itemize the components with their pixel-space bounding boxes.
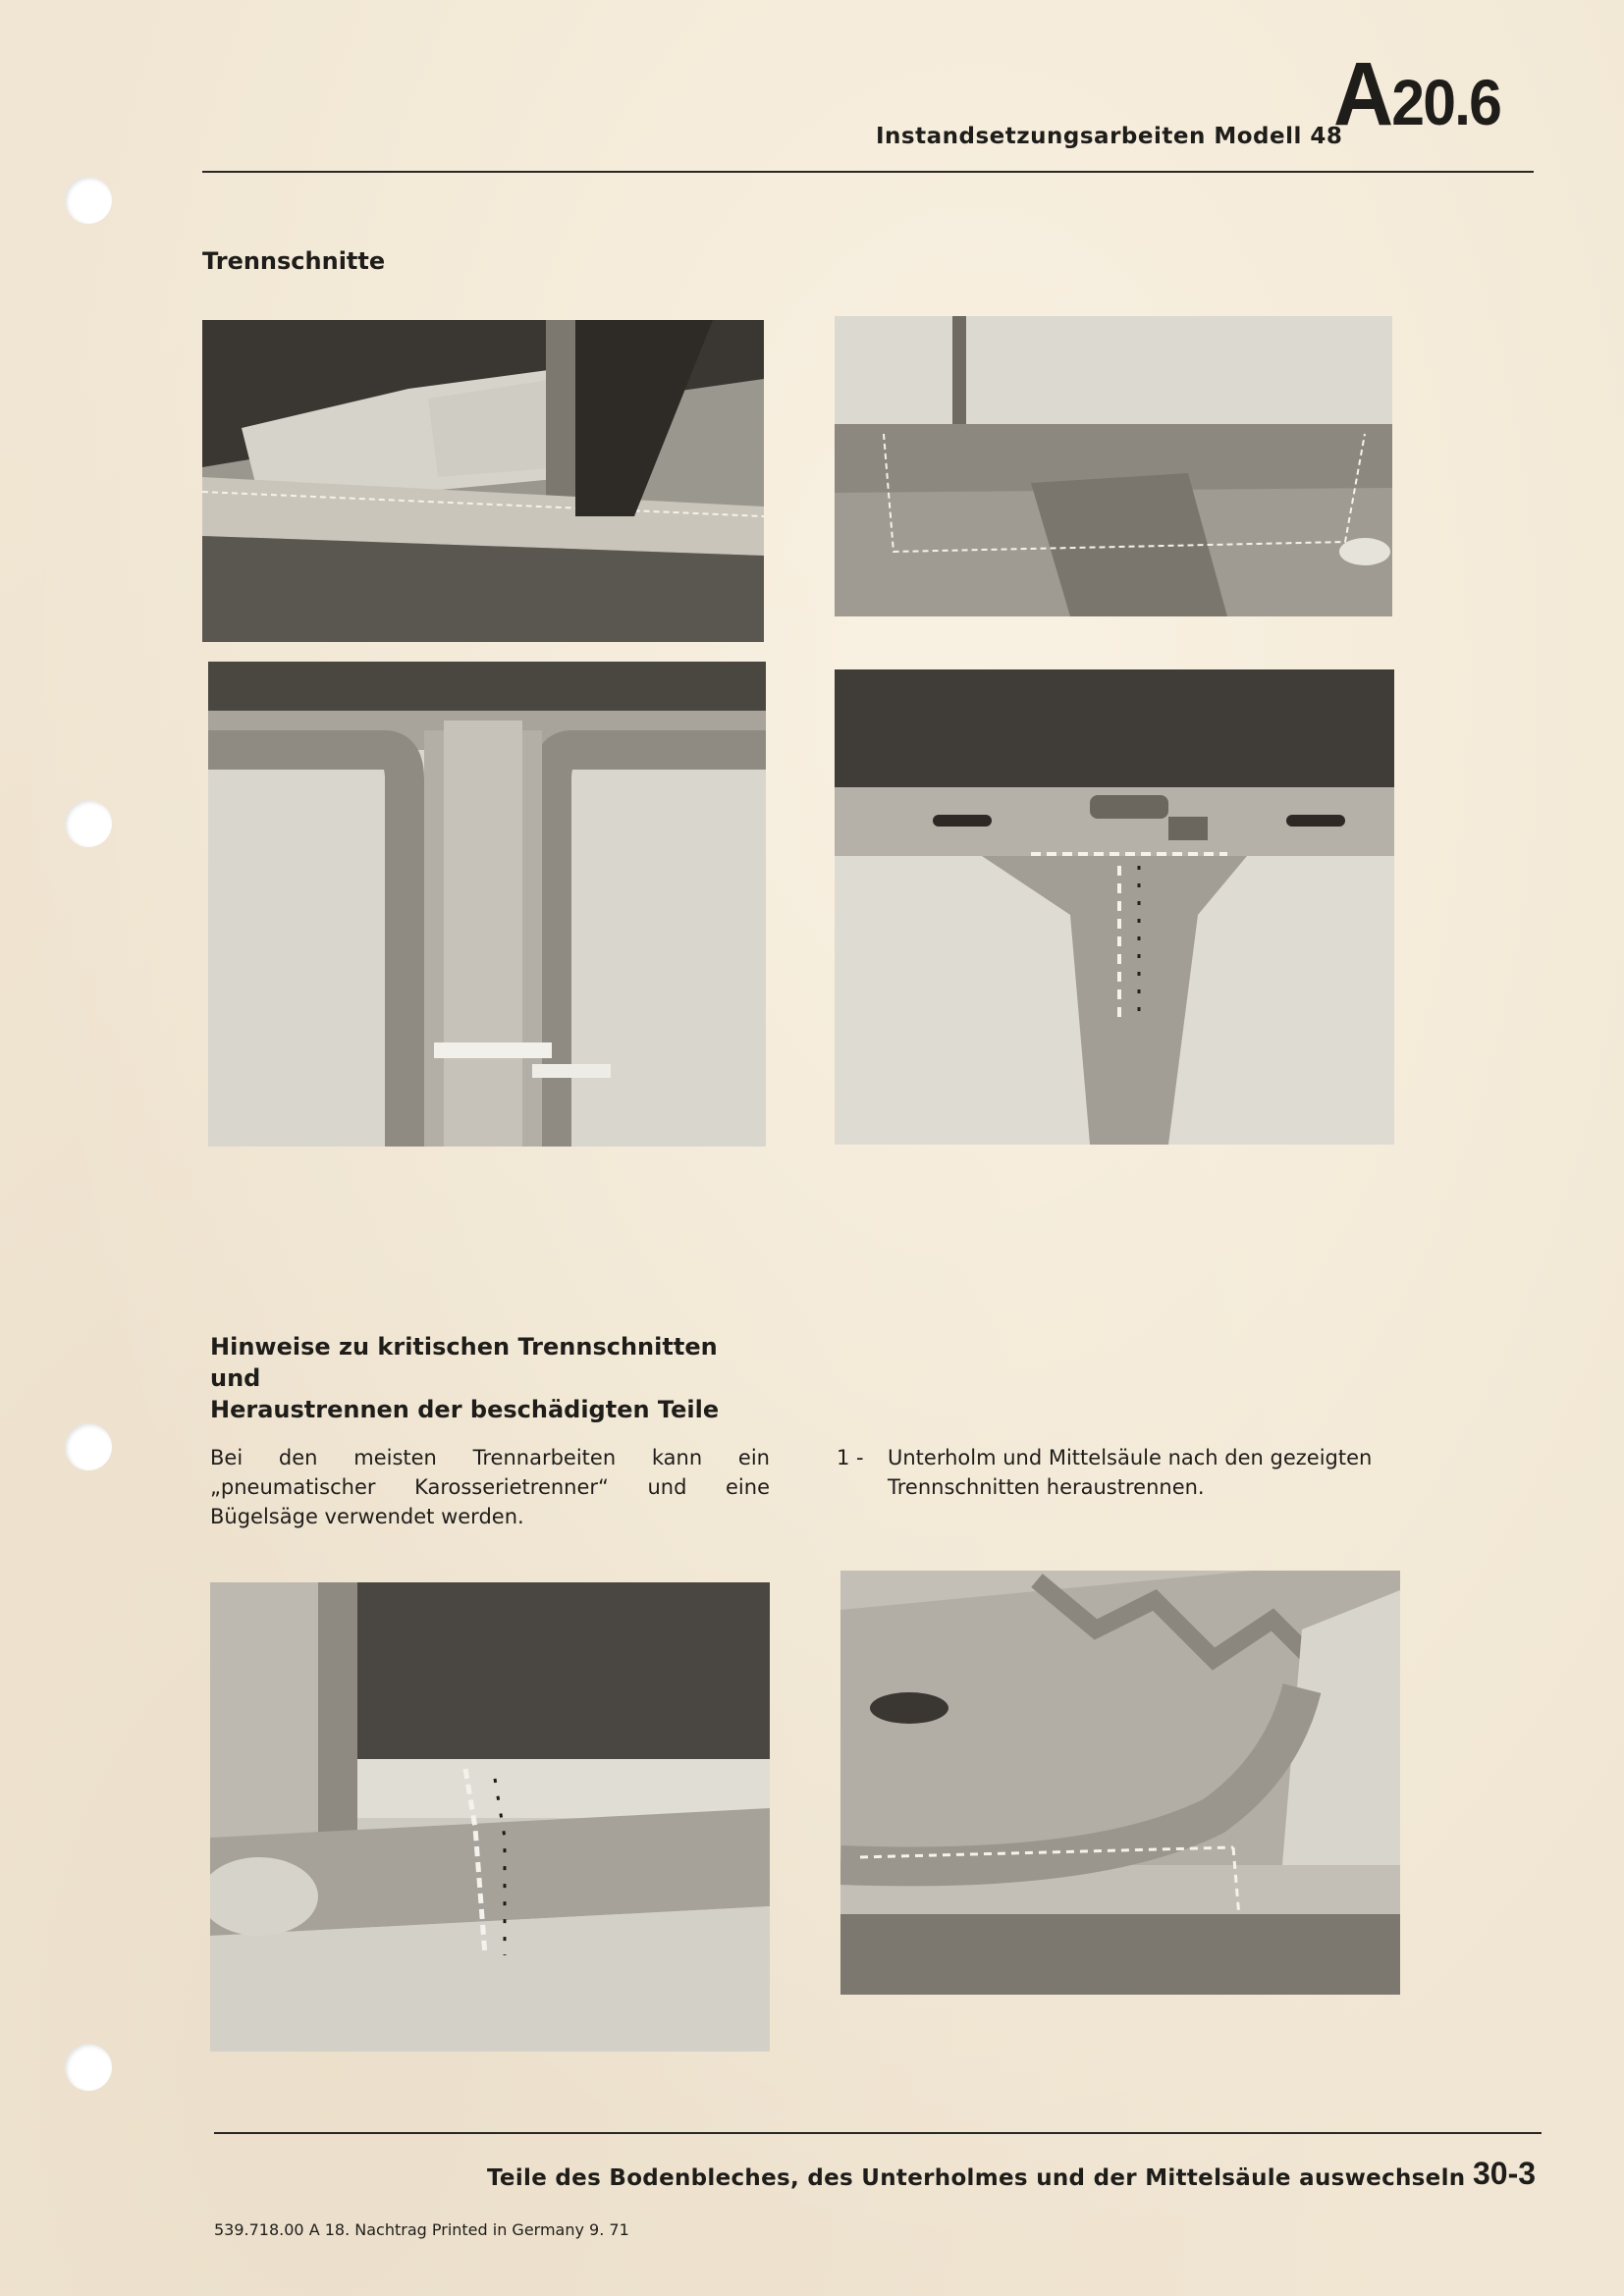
section-title: Trennschnitte (202, 247, 386, 275)
photo-pillar-cut-marks (835, 669, 1394, 1145)
door-sill-cut-photo-icon (835, 316, 1392, 616)
page-number: 30-3 (1473, 2156, 1537, 2191)
section-code-number: 20.6 (1391, 66, 1501, 138)
sill-cut-photo-icon (210, 1582, 770, 2052)
photo-sill-cut (210, 1582, 770, 2052)
notes-heading (210, 1331, 770, 1425)
footer-rule (214, 2132, 1542, 2134)
notes-item-text: Unterholm und Mittelsäule nach den gezeigten Trennschnitten heraustrennen. (888, 1446, 1373, 1499)
car-body-interior-photo-icon (202, 320, 764, 642)
floor-pan-cut-photo-icon (840, 1571, 1400, 1995)
notes-heading-line-2: Heraustrennen der beschädigten Teile (210, 1396, 720, 1423)
punch-hole-1 (65, 177, 112, 224)
punch-hole-3 (65, 1423, 112, 1470)
pillar-cut-marks-photo-icon (835, 669, 1394, 1145)
center-pillar-photo-icon (208, 662, 766, 1147)
photo-car-interior (202, 320, 764, 642)
section-code-letter: A (1333, 44, 1392, 144)
photo-center-pillar (208, 662, 766, 1147)
imprint: 539.718.00 A 18. Nachtrag Printed in Germany 9. 71 (214, 2220, 629, 2239)
punch-hole-2 (65, 800, 112, 847)
notes-heading-line-1: Hinweise zu kritischen Trennschnitten und (210, 1333, 718, 1392)
notes-left-paragraph: Bei den meisten Trennarbeiten kann ein „pneumatischer Karosserietrenner“ und eine Bügelsäge verwendet werden. (210, 1446, 770, 1528)
section-code (1333, 44, 1501, 147)
header-rule (202, 171, 1534, 173)
notes-item-number: 1 - (837, 1446, 864, 1469)
photo-floor-pan-cut (840, 1571, 1400, 1995)
footer-title: Teile des Bodenbleches, des Unterholmes und der Mittelsäule auswechseln (487, 2165, 1466, 2191)
header-subtitle: Instandsetzungsarbeiten Modell 48 (876, 124, 1343, 149)
punch-hole-4 (65, 2044, 112, 2091)
photo-door-sill (835, 316, 1392, 616)
